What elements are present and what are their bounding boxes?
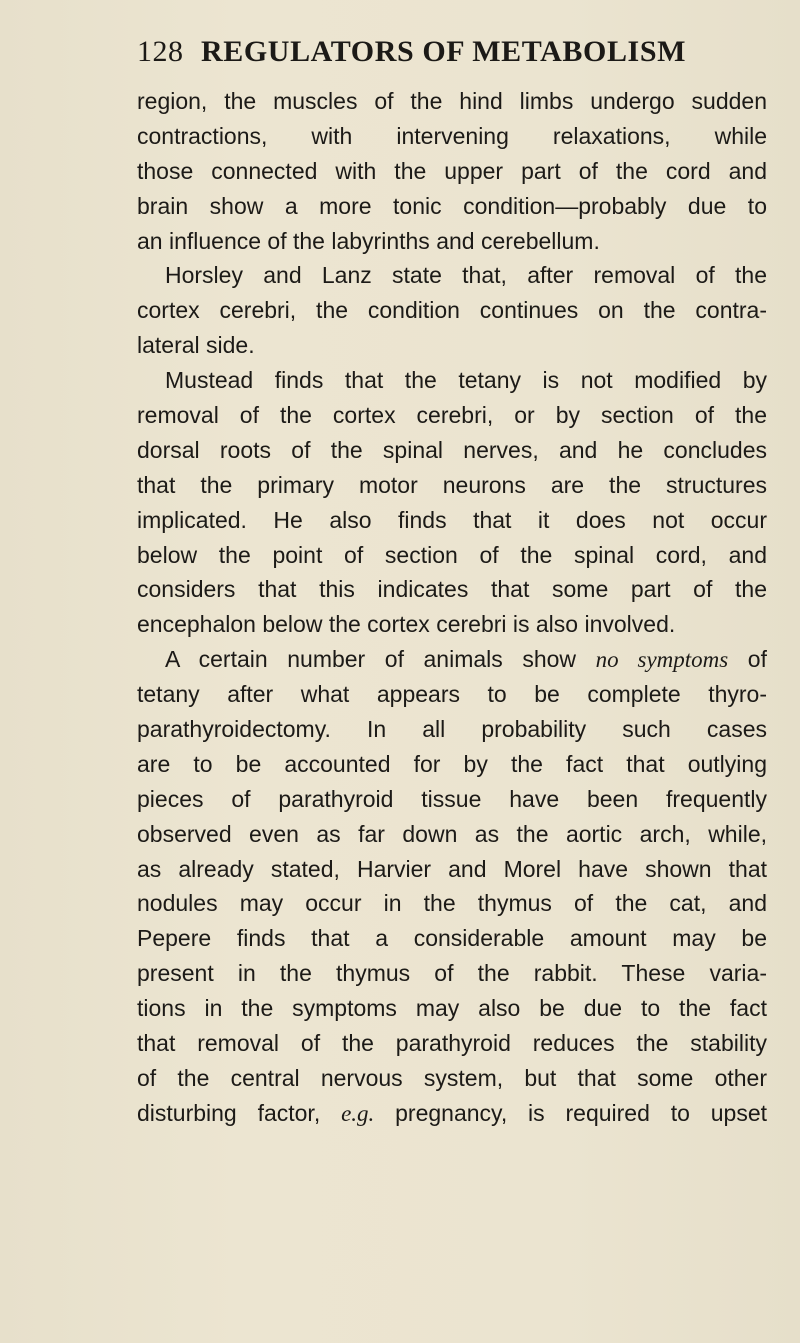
text-line: are to be accounted for by the fact that outlying: [137, 750, 767, 777]
text-line: as already stated, Harvier and Morel have shown that: [137, 855, 767, 882]
text-segment: A certain number of animals show: [165, 646, 596, 673]
page-number: 128: [137, 35, 184, 68]
text-line: tetany after what appears to be complete thyro-: [137, 681, 767, 708]
text-line: cortex cerebri, the condition continues on the contra-: [137, 297, 767, 324]
text-line: implicated. He also finds that it does not occur: [137, 506, 767, 533]
page-header: [137, 34, 777, 74]
text-line: removal of the cortex cerebri, or by section of the: [137, 402, 767, 429]
text-line: below the point of section of the spinal cord, and: [137, 541, 767, 568]
text-line: present in the thymus of the rabbit. These varia-: [137, 960, 767, 987]
text-line: that removal of the parathyroid reduces the stability: [137, 1030, 767, 1057]
text-line: encephalon below the cortex cerebri is also involved.: [137, 611, 676, 638]
text-line: dorsal roots of the spinal nerves, and he concludes: [137, 436, 767, 463]
text-line: nodules may occur in the thymus of the cat, and: [137, 890, 767, 917]
paragraph-start-line: Horsley and Lanz state that, after removal of the: [165, 262, 767, 289]
text-line: of the central nervous system, but that some other: [137, 1064, 767, 1091]
text-line: pieces of parathyroid tissue have been frequently: [137, 785, 767, 812]
text-line: tions in the symptoms may also be due to the fact: [137, 995, 767, 1022]
text-line: parathyroidectomy. In all probability such cases: [137, 716, 767, 743]
body-text: [137, 84, 767, 1131]
text-segment: pregnancy, is required to upset: [374, 1099, 767, 1126]
text-line: brain show a more tonic condition—probably due to: [137, 192, 767, 219]
text-line: an influence of the labyrinths and cerebellum.: [137, 227, 600, 254]
text-line: contractions, with intervening relaxations, while: [137, 122, 767, 149]
text-line: Pepere finds that a considerable amount may be: [137, 925, 767, 952]
text-line: considers that this indicates that some part of the: [137, 576, 767, 603]
text-segment: of: [728, 646, 767, 673]
paragraph-start-line: [137, 642, 767, 677]
text-segment: disturbing factor,: [137, 1099, 342, 1126]
running-head: REGULATORS OF METABOLISM: [201, 35, 687, 68]
text-line: that the primary motor neurons are the structures: [137, 471, 767, 498]
paragraph-start-line: Mustead finds that the tetany is not modified by: [165, 367, 767, 394]
text-line: region, the muscles of the hind limbs undergo sudden: [137, 88, 767, 114]
text-line: [137, 1096, 767, 1131]
text-line: observed even as far down as the aortic arch, while,: [137, 820, 767, 847]
italic-text: no symptoms: [595, 647, 729, 673]
text-line: lateral side.: [137, 332, 255, 359]
italic-text: e.g.: [341, 1100, 375, 1126]
text-line: those connected with the upper part of the cord and: [137, 157, 767, 184]
